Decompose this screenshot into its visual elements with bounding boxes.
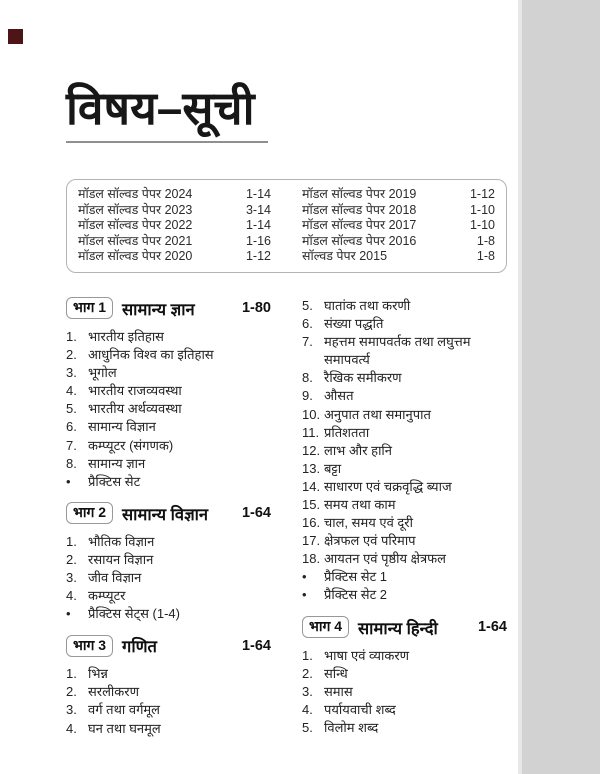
item-marker: 2. <box>66 551 77 567</box>
item-marker: 11. <box>302 424 320 440</box>
item-title: सरलीकरण <box>88 684 139 700</box>
toc-item <box>302 568 507 586</box>
toc-item <box>66 569 271 587</box>
part2-page-range: 1-64 <box>241 505 271 522</box>
paper-label: मॉडल सॉल्वड पेपर 2019 <box>302 187 417 201</box>
item-title: क्षेत्रफल एवं परिमाप <box>324 533 416 549</box>
toc-item <box>66 473 271 491</box>
toc-left-column <box>66 297 271 749</box>
paper-label: मॉडल सॉल्वड पेपर 2022 <box>78 218 193 233</box>
toc-item <box>302 406 507 424</box>
section-part3 <box>66 634 271 737</box>
toc-item <box>302 719 507 737</box>
item-marker: 2. <box>66 347 77 363</box>
item-marker: 4. <box>66 720 77 736</box>
title-underline <box>66 141 268 143</box>
item-marker: 1. <box>302 647 313 663</box>
section-part3-continued <box>302 297 507 605</box>
paper-page-range: 1-16 <box>245 233 271 248</box>
paper-row <box>78 187 271 203</box>
item-marker: 2. <box>302 665 313 681</box>
part1-item-list <box>66 328 271 491</box>
toc-item <box>66 720 271 738</box>
paper-label: मॉडल सॉल्वड पेपर 2016 <box>302 233 417 248</box>
item-marker: 6. <box>66 419 77 435</box>
toc-item <box>66 418 271 436</box>
part2-title: सामान्य विज्ञान <box>122 505 209 524</box>
item-title: भिन्न <box>88 666 108 682</box>
item-marker: 1. <box>66 666 77 682</box>
section-part2-header <box>66 502 271 525</box>
item-marker: 5. <box>66 401 77 417</box>
paper-label: मॉडल सॉल्वड पेपर 2021 <box>78 233 193 248</box>
paper-page-range: 1-14 <box>245 218 271 233</box>
paper-label: मॉडल सॉल्वड पेपर 2024 <box>78 187 193 201</box>
paper-label: मॉडल सॉल्वड पेपर 2018 <box>302 202 417 217</box>
item-marker: 18. <box>302 551 321 567</box>
part4-page-range: 1-64 <box>477 619 507 636</box>
paper-row <box>78 249 271 265</box>
toc-item <box>66 437 271 455</box>
toc-item <box>66 683 271 701</box>
toc-item <box>66 551 271 569</box>
toc-item <box>302 333 507 369</box>
paper-label: मॉडल सॉल्वड पेपर 2023 <box>78 202 193 217</box>
item-marker: 16. <box>302 515 321 531</box>
item-marker: 10. <box>302 406 321 422</box>
paper-page-range: 3-14 <box>245 202 271 217</box>
paper-row <box>302 203 495 219</box>
toc-right-column <box>302 297 507 749</box>
item-marker: 4. <box>66 588 77 604</box>
item-marker: • <box>66 606 71 622</box>
toc-item <box>302 683 507 701</box>
part2-item-list <box>66 533 271 623</box>
part3-page-range: 1-64 <box>241 637 271 654</box>
toc-item <box>302 424 507 442</box>
item-marker: 14. <box>302 478 321 494</box>
toc-columns <box>66 297 507 749</box>
page-title: विषय–सूची <box>66 82 255 134</box>
toc-item <box>302 369 507 387</box>
item-marker: 1. <box>66 328 77 344</box>
toc-item <box>66 533 271 551</box>
item-title: सामान्य विज्ञान <box>88 419 156 435</box>
item-title: महत्तम समापवर्तक तथा लघुत्तम समापवर्त्य <box>324 334 471 368</box>
paper-page-range: 1-8 <box>476 233 495 248</box>
solved-papers-right-column <box>302 187 495 265</box>
paper-row <box>302 249 495 265</box>
item-title: घातांक तथा करणी <box>324 297 411 313</box>
item-marker: 15. <box>302 497 321 512</box>
toc-item <box>66 346 271 364</box>
part3-badge: भाग 3 <box>66 635 113 657</box>
solved-papers-box <box>66 179 507 273</box>
toc-item <box>66 364 271 382</box>
item-marker: 1. <box>66 533 77 549</box>
item-title: रैखिक समीकरण <box>324 370 402 386</box>
item-marker: 2. <box>66 684 77 700</box>
toc-item <box>66 382 271 400</box>
paper-row <box>78 234 271 250</box>
paper-page-range: 1-12 <box>469 187 495 201</box>
item-marker: • <box>66 473 71 489</box>
paper-page-range: 1-10 <box>469 218 495 233</box>
toc-item <box>66 701 271 719</box>
item-title: रसायन विज्ञान <box>88 551 154 567</box>
paper-row <box>302 218 495 234</box>
toc-item <box>66 587 271 605</box>
item-title: प्रैक्टिस सेट <box>88 473 141 489</box>
item-title: भौतिक विज्ञान <box>88 533 155 549</box>
item-title: प्रैक्टिस सेट्स (1-4) <box>88 606 180 622</box>
item-marker: 3. <box>302 683 313 699</box>
item-title: समय तथा काम <box>324 497 396 512</box>
paper-row <box>302 234 495 250</box>
toc-item <box>302 442 507 460</box>
item-marker: 17. <box>302 533 321 549</box>
item-title: सन्धि <box>324 665 348 681</box>
item-title: प्रैक्टिस सेट 2 <box>324 587 387 603</box>
item-marker: 4. <box>66 383 77 399</box>
item-title: भाषा एवं व्याकरण <box>324 647 410 663</box>
item-marker: 5. <box>302 297 313 313</box>
paper-row <box>78 218 271 234</box>
item-marker: 9. <box>302 388 313 404</box>
item-title: आधुनिक विश्व का इतिहास <box>88 347 214 363</box>
item-title: साधारण एवं चक्रवृद्धि ब्याज <box>324 478 452 494</box>
part2-badge: भाग 2 <box>66 502 113 524</box>
item-marker: 8. <box>302 370 313 386</box>
paper-label: मॉडल सॉल्वड पेपर 2020 <box>78 249 193 264</box>
item-title: घन तथा घनमूल <box>88 720 161 736</box>
item-title: प्रतिशतता <box>324 424 370 440</box>
part3-title: गणित <box>122 638 157 657</box>
toc-item <box>302 514 507 532</box>
toc-item <box>302 478 507 496</box>
part1-badge: भाग 1 <box>66 297 113 319</box>
item-title: चाल, समय एवं दूरी <box>324 515 413 531</box>
item-title: भारतीय अर्थव्यवस्था <box>88 401 182 417</box>
item-title: कम्प्यूटर (संगणक) <box>88 437 174 453</box>
item-marker: 8. <box>66 455 77 471</box>
part3-item-list-left <box>66 665 271 737</box>
part1-title: सामान्य ज्ञान <box>122 300 195 319</box>
item-marker: • <box>302 587 307 603</box>
item-marker: 5. <box>302 719 313 735</box>
item-title: औसत <box>324 388 354 404</box>
paper-label: मॉडल सॉल्वड पेपर 2017 <box>302 218 417 233</box>
item-marker: • <box>302 569 307 585</box>
section-part2 <box>66 502 271 623</box>
item-marker: 7. <box>302 334 313 350</box>
paper-page-range: 1-8 <box>476 249 495 264</box>
corner-print-mark <box>8 29 23 44</box>
paper-page-range: 1-14 <box>245 187 271 201</box>
paper-page-range: 1-10 <box>469 202 495 217</box>
paper-label: सॉल्वड पेपर 2015 <box>302 249 388 264</box>
toc-item <box>302 496 507 514</box>
toc-item <box>66 400 271 418</box>
toc-item <box>302 647 507 665</box>
item-title: प्रैक्टिस सेट 1 <box>324 569 387 585</box>
item-title: जीव विज्ञान <box>88 570 142 585</box>
item-title: लाभ और हानि <box>324 442 393 458</box>
item-title: वर्ग तथा वर्गमूल <box>88 702 160 718</box>
item-title: संख्या पद्धति <box>324 316 384 332</box>
item-marker: 3. <box>66 570 77 585</box>
toc-item <box>66 455 271 473</box>
item-marker: 3. <box>66 365 77 381</box>
part4-badge: भाग 4 <box>302 616 349 638</box>
toc-item <box>302 460 507 478</box>
section-part4 <box>302 616 507 737</box>
item-title: आयतन एवं पृष्ठीय क्षेत्रफल <box>324 551 446 567</box>
item-marker: 13. <box>302 460 321 476</box>
section-part1-header <box>66 297 271 320</box>
item-title: समास <box>324 683 353 699</box>
paper-row <box>78 203 271 219</box>
item-marker: 4. <box>302 701 313 717</box>
toc-item <box>302 586 507 604</box>
item-marker: 12. <box>302 442 321 458</box>
toc-item <box>66 605 271 623</box>
toc-item <box>302 665 507 683</box>
item-title: विलोम शब्द <box>324 719 379 735</box>
solved-papers-left-column <box>78 187 271 265</box>
toc-item <box>302 387 507 405</box>
part4-title: सामान्य हिन्दी <box>358 619 438 638</box>
item-marker: 6. <box>302 316 313 332</box>
paper-page-range: 1-12 <box>245 249 271 264</box>
item-marker: 7. <box>66 437 77 453</box>
item-title: भूगोल <box>88 365 117 381</box>
toc-item <box>302 315 507 333</box>
toc-item <box>302 550 507 568</box>
toc-item <box>302 532 507 550</box>
part4-item-list <box>302 647 507 737</box>
toc-item <box>66 328 271 346</box>
item-title: भारतीय राजव्यवस्था <box>88 383 182 399</box>
section-part4-header <box>302 616 507 639</box>
item-title: पर्यायवाची शब्द <box>324 701 396 717</box>
section-part3-header <box>66 634 271 657</box>
item-title: अनुपात तथा समानुपात <box>324 406 431 422</box>
toc-item <box>302 701 507 719</box>
section-part1 <box>66 297 271 491</box>
item-title: भारतीय इतिहास <box>88 328 164 344</box>
toc-item <box>66 665 271 683</box>
item-title: कम्प्यूटर <box>88 588 126 604</box>
scan-edge-strip <box>518 0 600 774</box>
item-title: सामान्य ज्ञान <box>88 455 146 471</box>
item-title: बट्टा <box>324 460 342 476</box>
part3-item-list-right <box>302 297 507 605</box>
item-marker: 3. <box>66 702 77 718</box>
part1-page-range: 1-80 <box>241 300 271 317</box>
toc-item <box>302 297 507 315</box>
page-content <box>66 70 507 749</box>
paper-row <box>302 187 495 203</box>
